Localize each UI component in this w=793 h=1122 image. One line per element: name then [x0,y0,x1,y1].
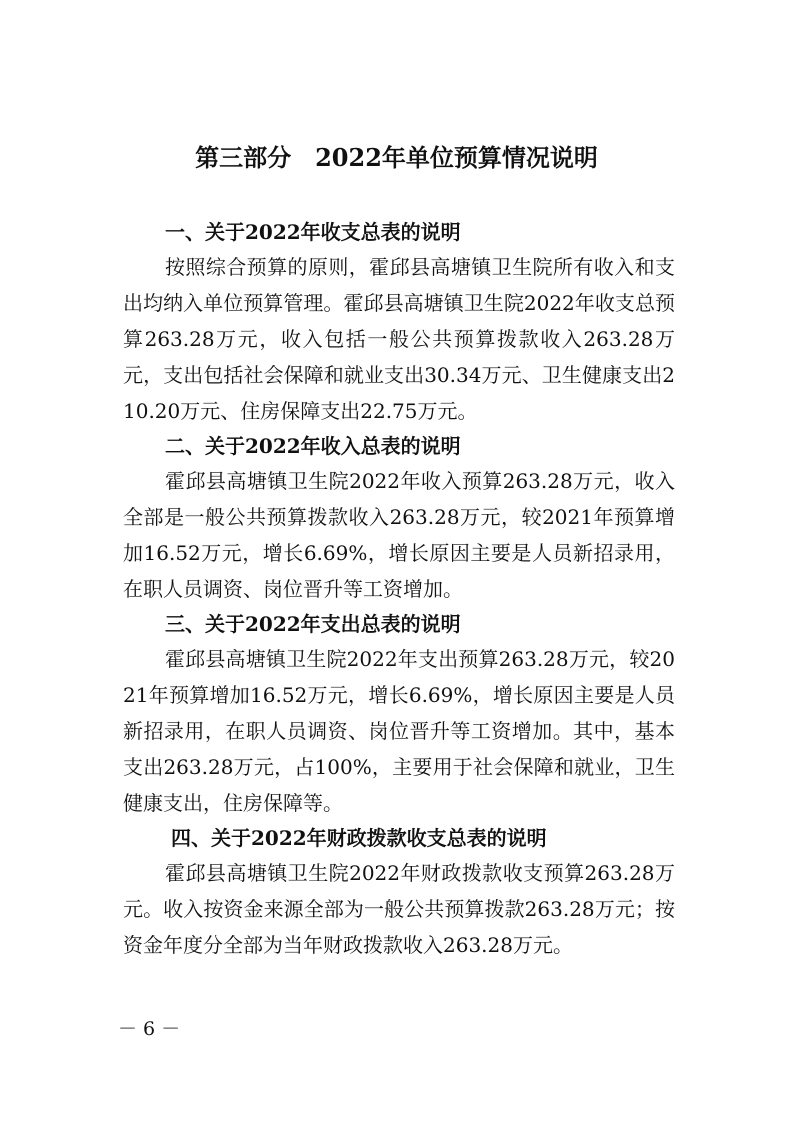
page-title: 第三部分 2022年单位预算情况说明 [195,143,598,172]
section-heading-3: 三、关于2022年支出总表的说明 [165,612,461,636]
section-paragraph-1: 按照综合预算的原则，霍邱县高塘镇卫生院所有收入和支出均纳入单位预算管理。霍邱县高塘镇卫生院2022年收支总预算263.28万元，收入包括一般公共预算拨款收入263.28万元，支出包括社会保障和就业支出30.34万元、卫生健康支出210.20万元、住房保障支出22.75万元。 [123,255,675,423]
page-number: － 6 － [118,1018,181,1040]
section-paragraph-3: 霍邱县高塘镇卫生院2022年支出预算263.28万元，较2021年预算增加16.52万元，增长6.69%，增长原因主要是人员新招录用，在职人员调资、岗位晋升等工资增加。其中，基本支出263.28万元，占100%，主要用于社会保障和就业，卫生健康支出，住房保障等。 [123,647,675,815]
section-paragraph-4: 霍邱县高塘镇卫生院2022年财政拨款收支预算263.28万元。收入按资金来源全部为一般公共预算拨款263.28万元；按资金年度分全部为当年财政拨款收入263.28万元。 [123,861,675,957]
section-heading-4: 四、关于2022年财政拨款收支总表的说明 [171,826,547,850]
section-heading-1: 一、关于2022年收支总表的说明 [165,220,461,244]
section-paragraph-2: 霍邱县高塘镇卫生院2022年收入预算263.28万元，收入全部是一般公共预算拨款收入263.28万元，较2021年预算增加16.52万元，增长6.69%，增长原因主要是人员新招录用，在职人员调资、岗位晋升等工资增加。 [123,469,675,601]
document-body [123,215,675,963]
section-heading-2: 二、关于2022年收入总表的说明 [165,434,461,458]
